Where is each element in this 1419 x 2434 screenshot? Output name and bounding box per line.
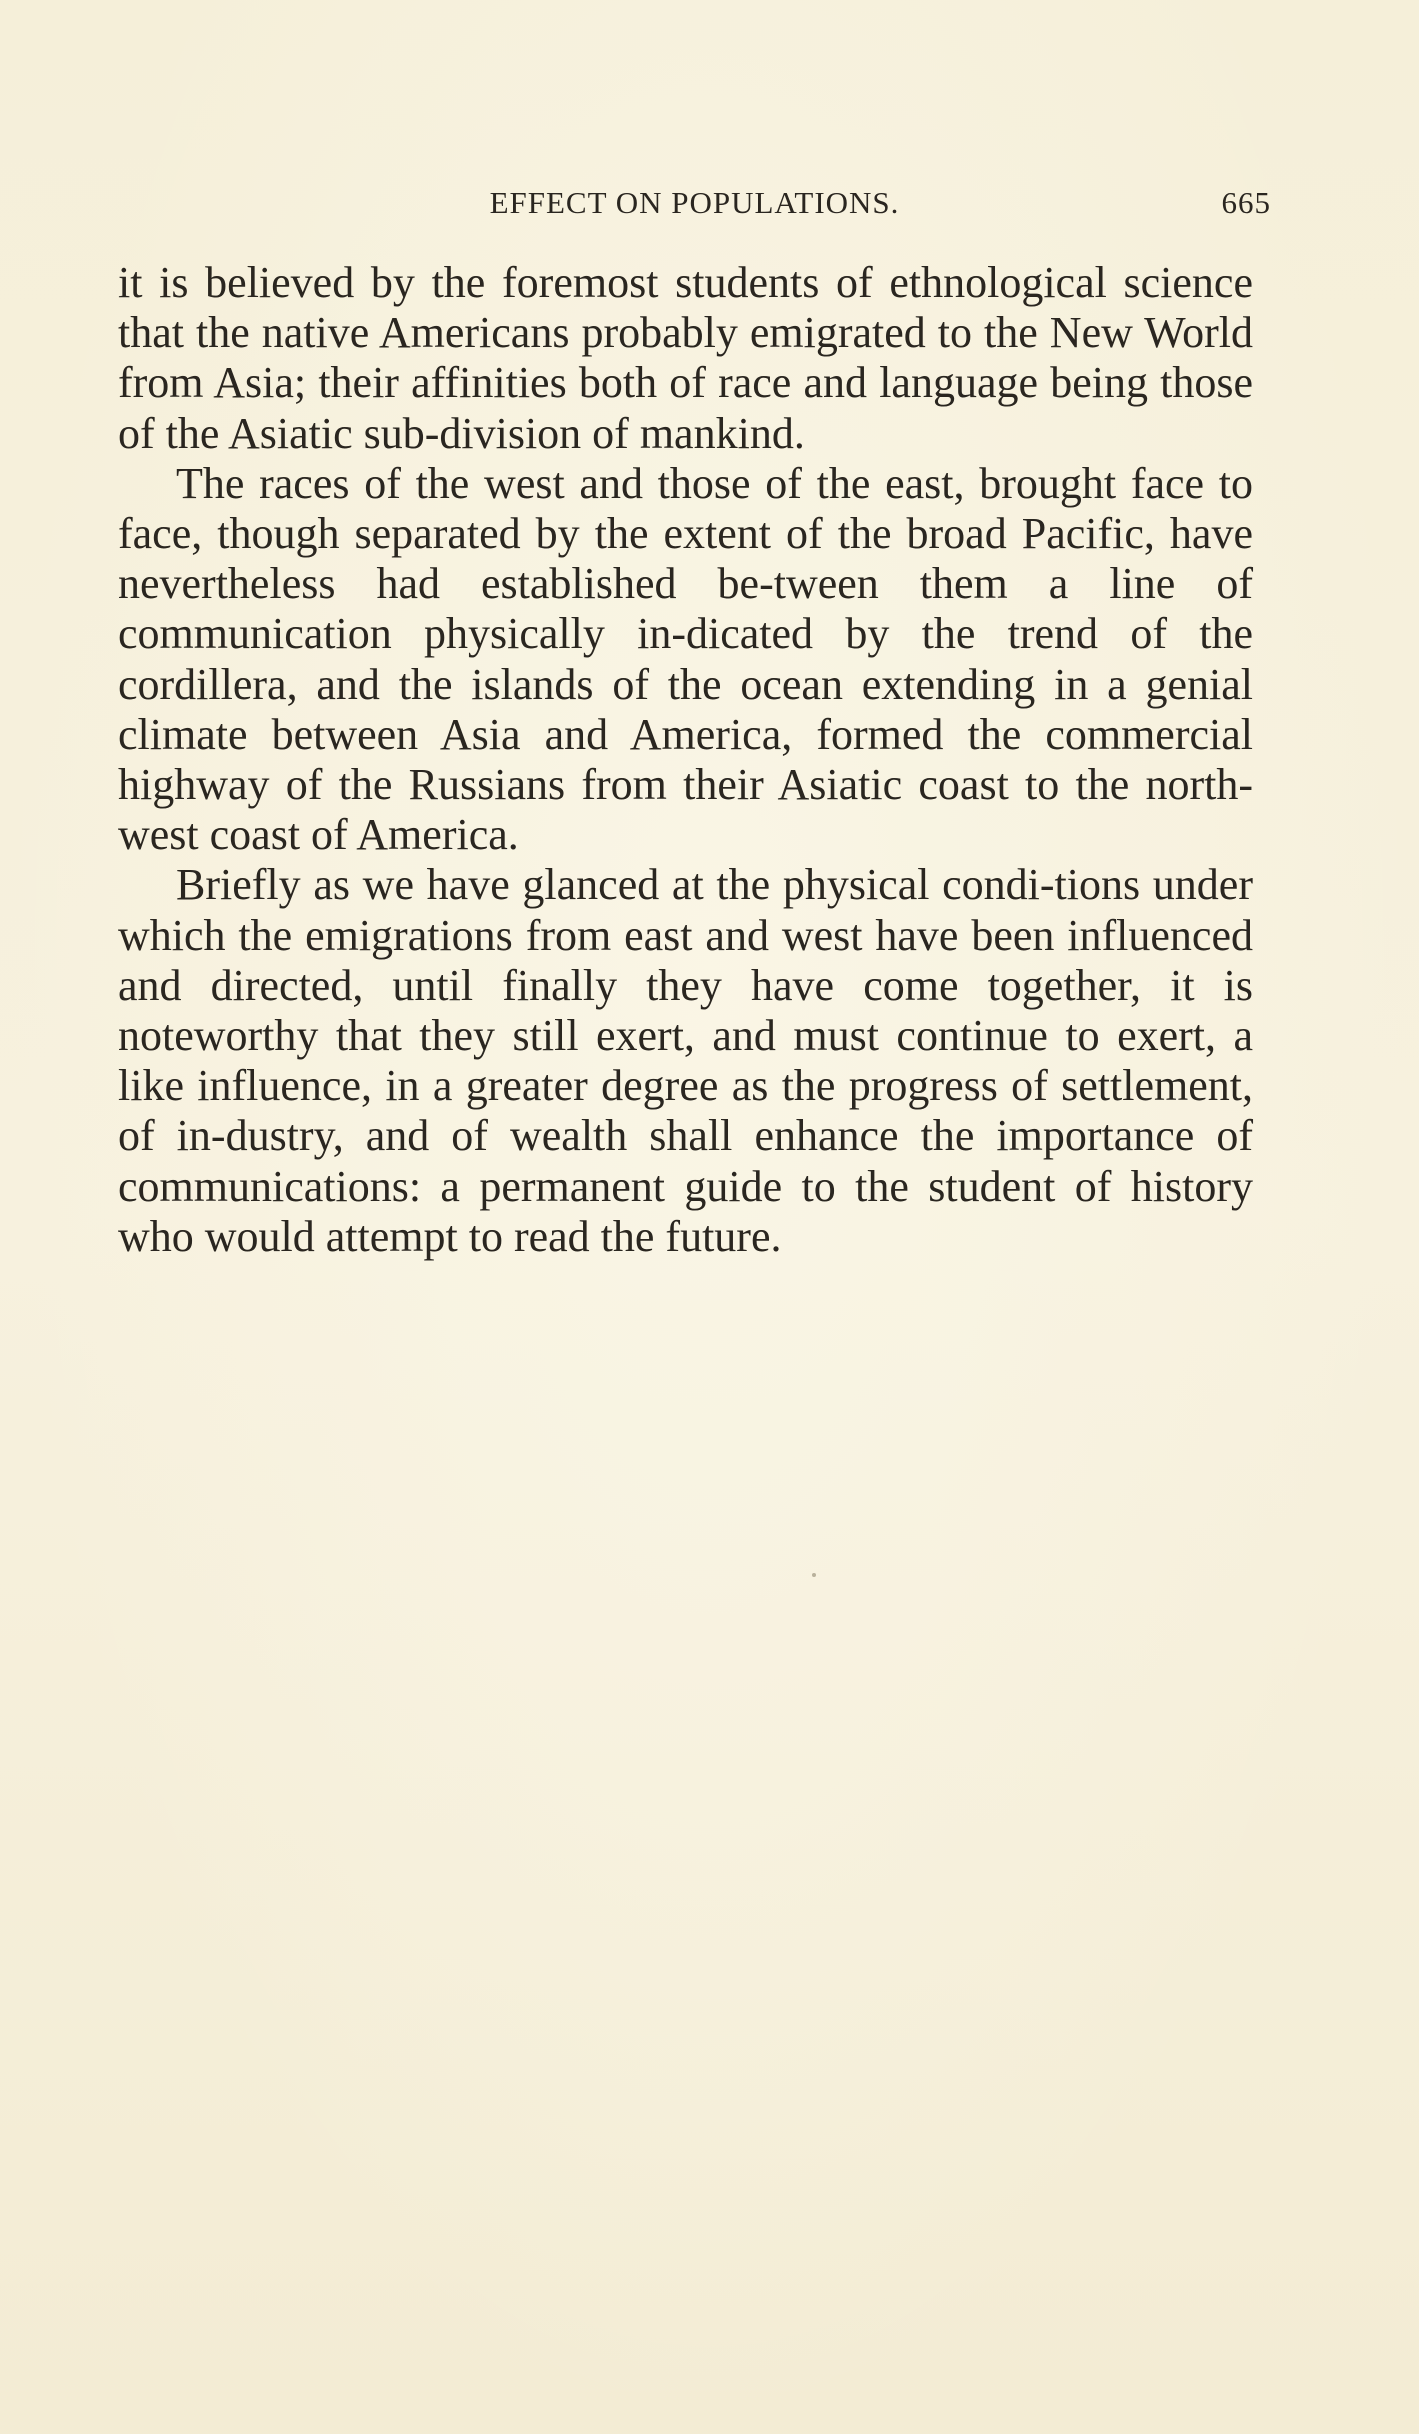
paragraph-races-west-east: The races of the west and those of the east, brought face to face, though separated by the extent of the broad Pacific, have nevertheless had established be-tween them a line of communication physically in-dicated by the trend of the cordillera, and the islands of the ocean extending in a genial climate between Asia and America, formed the commercial highway of the Russians from their Asiatic coast to the north-west coast of America. bbox=[118, 458, 1253, 860]
running-head bbox=[118, 185, 1271, 225]
paper-speck bbox=[812, 1573, 816, 1577]
body-text bbox=[118, 258, 1253, 1262]
paragraph-continued: it is believed by the foremost students of ethnological science that the native Americans probably emigrated to the New World from Asia; their affinities both of race and language being those of the Asiatic sub-division of mankind. bbox=[118, 258, 1253, 458]
page-number: 665 bbox=[1221, 185, 1271, 220]
paragraph-physical-conditions: Briefly as we have glanced at the physical condi-tions under which the emigrations from east and west have been influenced and directed, until finally they have come together, it is noteworthy that they still exert, and must continue to exert, a like influence, in a greater degree as the progress of settlement, of in-dustry, and of wealth shall enhance the importance of communications: a permanent guide to the student of history who would attempt to read the future. bbox=[118, 860, 1253, 1261]
running-title: EFFECT ON POPULATIONS. bbox=[489, 185, 900, 220]
